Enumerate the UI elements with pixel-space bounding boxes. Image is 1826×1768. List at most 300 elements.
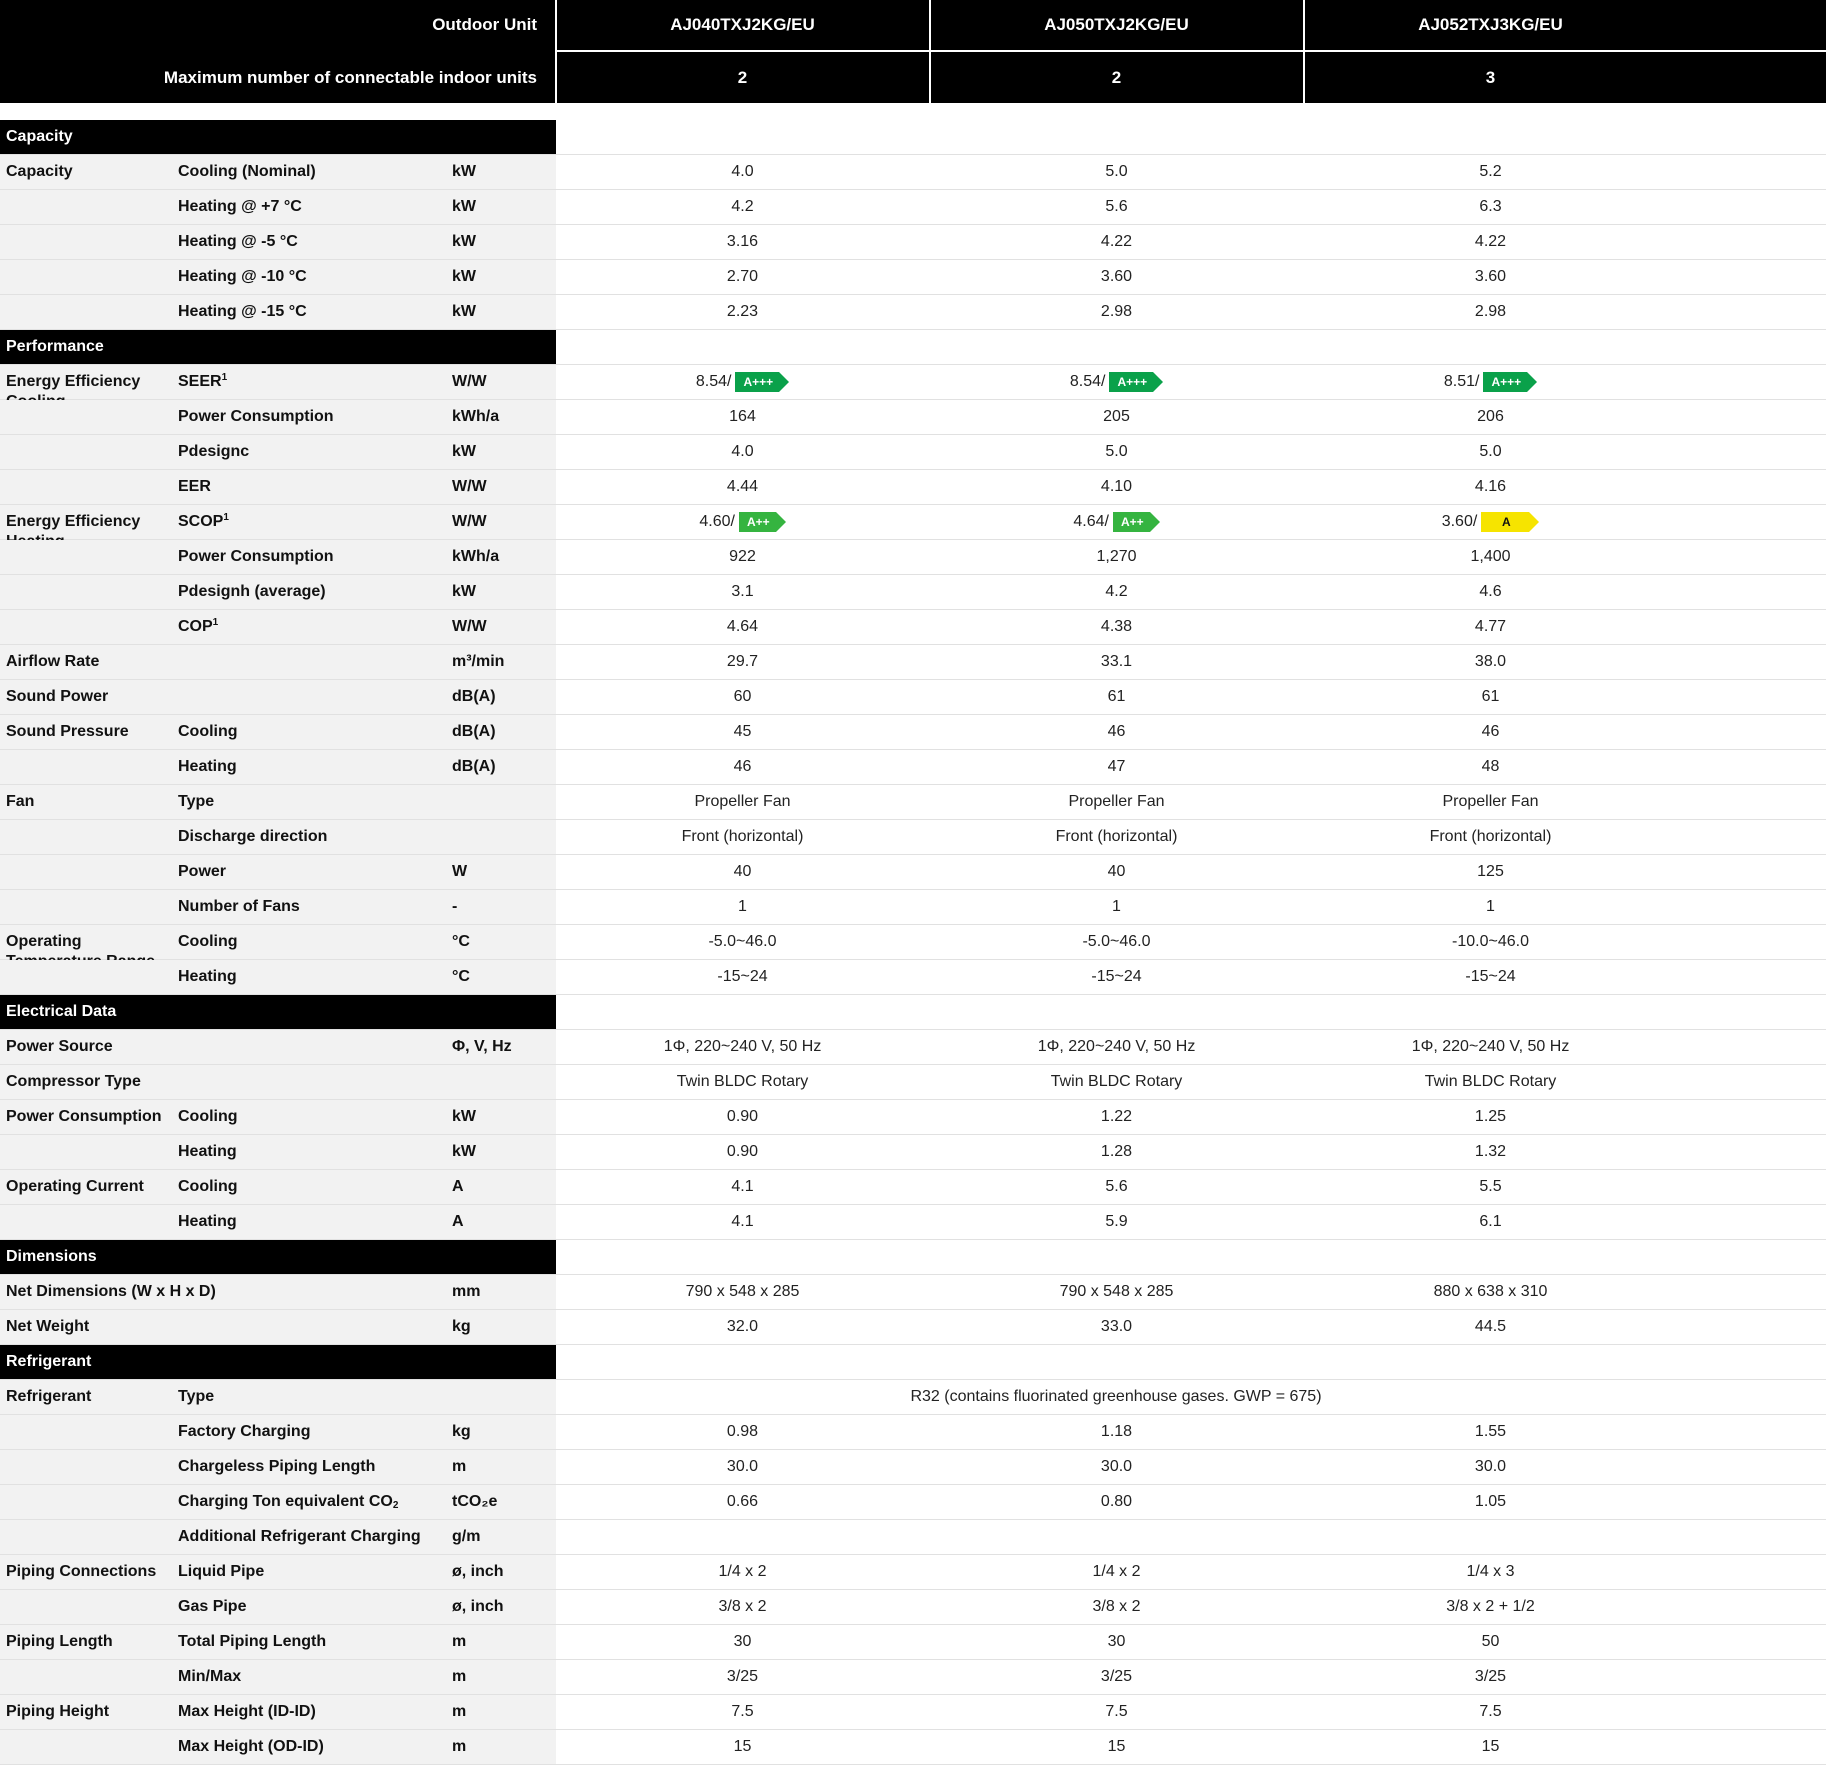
spec-value: 2.70	[726, 268, 759, 285]
spec-item-text: Chargeless Piping Length	[178, 1458, 376, 1475]
spec-item-text: Cooling	[178, 1108, 238, 1125]
spec-unit: kW	[452, 163, 476, 180]
spec-category: Sound Power	[6, 688, 109, 705]
table-row	[0, 1275, 1826, 1310]
spec-value: 3/8 x 2 + 1/2	[1446, 1598, 1535, 1615]
spec-value: 60	[733, 688, 752, 705]
table-row	[0, 1310, 1826, 1345]
table-row	[0, 1625, 1826, 1660]
section-row	[0, 995, 1826, 1030]
table-row	[0, 1520, 1826, 1555]
label-cell-bg	[0, 120, 556, 154]
table-row	[0, 960, 1826, 995]
label-cell-bg	[0, 1205, 556, 1239]
section-row	[0, 1240, 1826, 1275]
spec-value: 29.7	[726, 653, 759, 670]
table-row	[0, 1660, 1826, 1695]
spec-item-text: Power	[178, 863, 227, 880]
value-text: 4.64/	[1073, 513, 1109, 530]
spec-unit: A	[452, 1178, 464, 1195]
spec-item-text: Heating	[178, 758, 237, 775]
spec-item-text: Cooling	[178, 723, 238, 740]
spec-value: 1.18	[1100, 1423, 1133, 1440]
spec-unit: kW	[452, 443, 476, 460]
spec-unit: kW	[452, 268, 476, 285]
spec-unit: g/m	[452, 1528, 481, 1545]
spec-value: 61	[1107, 688, 1126, 705]
spec-value: 1,400	[1470, 548, 1511, 565]
spec-item	[178, 820, 327, 854]
spec-item	[178, 890, 300, 924]
spec-item	[178, 610, 218, 644]
footnote-mark: 1	[221, 372, 228, 383]
spec-item	[178, 1380, 214, 1414]
spec-value: 2.23	[726, 303, 759, 320]
spec-value: 1Φ, 220~240 V, 50 Hz	[663, 1038, 822, 1055]
spec-item-text: SEER	[178, 373, 222, 390]
table-row	[0, 1205, 1826, 1240]
table-row	[0, 925, 1826, 960]
spec-value: -15~24	[1091, 968, 1142, 985]
spec-item	[178, 1415, 310, 1449]
value-cell-bg	[556, 995, 1826, 1029]
spec-category: Power Source	[6, 1038, 113, 1055]
spec-value: 61	[1481, 688, 1500, 705]
spec-category: Net Weight	[6, 1318, 90, 1335]
section-title: Performance	[6, 338, 104, 355]
spec-category: Piping Height	[6, 1703, 110, 1720]
spec-value: Front (horizontal)	[1055, 828, 1178, 845]
spec-item-text: Cooling	[178, 1178, 238, 1195]
spec-value: 3.60	[1100, 268, 1133, 285]
spec-unit: kW	[452, 1108, 476, 1125]
spec-item-text: Heating	[178, 1143, 237, 1160]
table-row	[0, 1450, 1826, 1485]
spec-value	[930, 505, 1303, 539]
spec-value: 33.1	[1100, 653, 1133, 670]
row-divider	[0, 1764, 1826, 1765]
spec-value: 15	[733, 1738, 752, 1755]
spec-value: 45	[733, 723, 752, 740]
spec-value: 3.16	[726, 233, 759, 250]
spec-item-text: Liquid Pipe	[178, 1563, 265, 1580]
energy-rating-badge: A++	[1113, 512, 1150, 532]
spec-item	[178, 1205, 237, 1239]
spec-item	[178, 1555, 264, 1589]
spec-value: 6.1	[1479, 1213, 1502, 1230]
spec-item	[178, 400, 334, 434]
spec-value: 1.22	[1100, 1108, 1133, 1125]
spec-item-text: Power Consumption	[178, 408, 334, 425]
value-with-rating	[696, 365, 789, 399]
spec-item	[178, 540, 334, 574]
spec-item-text: Charging Ton equivalent CO	[178, 1493, 393, 1510]
table-row	[0, 1590, 1826, 1625]
spec-value: 0.80	[1100, 1493, 1133, 1510]
value-with-rating	[1073, 505, 1159, 539]
spec-value: 7.5	[1479, 1703, 1502, 1720]
section-title: Capacity	[6, 128, 73, 145]
spec-value: 32.0	[726, 1318, 759, 1335]
spec-value: 40	[1107, 863, 1126, 880]
spec-unit: kW	[452, 583, 476, 600]
spec-category: Net Dimensions (W x H x D)	[6, 1283, 216, 1300]
spec-value: 15	[1481, 1738, 1500, 1755]
table-header	[0, 0, 1826, 103]
spec-item	[178, 1485, 398, 1519]
table-row	[0, 540, 1826, 575]
spec-value: 4.0	[731, 443, 754, 460]
spec-value: 5.9	[1105, 1213, 1128, 1230]
spec-unit: A	[452, 1213, 464, 1230]
spec-value: 48	[1481, 758, 1500, 775]
table-row	[0, 715, 1826, 750]
spec-unit: kg	[452, 1318, 471, 1335]
spec-value	[1304, 365, 1677, 399]
spec-unit: m	[452, 1703, 467, 1720]
spec-item	[178, 1450, 375, 1484]
spec-item	[178, 1100, 238, 1134]
spec-value: 5.2	[1479, 163, 1502, 180]
table-row	[0, 645, 1826, 680]
spec-unit: kWh/a	[452, 408, 500, 425]
spec-value: 4.0	[731, 163, 754, 180]
spec-category: Airflow Rate	[6, 653, 100, 670]
energy-rating-badge: A++	[739, 512, 776, 532]
subscript: 2	[392, 1500, 399, 1511]
spec-item-text: Number of Fans	[178, 898, 300, 915]
outdoor-unit-label: Outdoor Unit	[432, 15, 537, 34]
spec-value: 4.77	[1474, 618, 1507, 635]
spec-item	[178, 225, 298, 259]
spec-value: 4.10	[1100, 478, 1133, 495]
spec-unit: kg	[452, 1423, 471, 1440]
spec-value: Propeller Fan	[1442, 793, 1539, 810]
spec-category: Piping Connections	[6, 1563, 157, 1580]
spec-value	[556, 505, 929, 539]
spec-value: 4.16	[1474, 478, 1507, 495]
spec-category: Power Consumption	[6, 1108, 162, 1125]
section-row	[0, 1345, 1826, 1380]
table-row	[0, 225, 1826, 260]
value-text: 8.54/	[1069, 373, 1106, 390]
spec-value: 46	[1481, 723, 1500, 740]
spec-unit: W/W	[452, 618, 487, 635]
spec-category: Sound Pressure	[6, 723, 129, 740]
value-text: 4.60/	[699, 513, 735, 530]
spec-value: 4.6	[1479, 583, 1502, 600]
spec-value: 3/25	[726, 1668, 759, 1685]
spec-value: 5.0	[1105, 163, 1128, 180]
spec-value: 5.0	[1105, 443, 1128, 460]
spec-value: 30.0	[1100, 1458, 1133, 1475]
table-row	[0, 1485, 1826, 1520]
spec-unit: m³/min	[452, 653, 505, 670]
table-row	[0, 435, 1826, 470]
value-text: 8.54/	[695, 373, 732, 390]
spec-item-text: Heating @ -5 °C	[178, 233, 298, 250]
spec-value: 30	[1107, 1633, 1126, 1650]
spec-value: 30.0	[1474, 1458, 1507, 1475]
spec-item-text: EER	[178, 478, 211, 495]
spec-value: -5.0~46.0	[708, 933, 777, 950]
value-text: 8.51/	[1443, 373, 1480, 390]
label-cell-bg	[0, 1660, 556, 1694]
table-row	[0, 365, 1826, 400]
spec-item	[178, 1695, 316, 1729]
spec-value: 1Φ, 220~240 V, 50 Hz	[1037, 1038, 1196, 1055]
spec-value: 125	[1477, 863, 1504, 880]
model-name: AJ052TXJ3KG/EU	[1418, 15, 1563, 34]
spec-category: Fan	[6, 793, 35, 810]
value-text: 3.60/	[1441, 513, 1478, 530]
spec-item	[178, 1170, 238, 1204]
spec-value: 0.90	[726, 1108, 759, 1125]
spec-item-text: COP	[178, 618, 213, 635]
max-units-value: 2	[737, 67, 748, 87]
spec-value: 922	[729, 548, 756, 565]
spec-value: 33.0	[1100, 1318, 1133, 1335]
spec-unit: dB(A)	[452, 688, 496, 705]
table-row	[0, 1170, 1826, 1205]
spec-value: 46	[733, 758, 752, 775]
spec-unit: m	[452, 1458, 467, 1475]
table-row	[0, 1100, 1826, 1135]
spec-value: 206	[1477, 408, 1504, 425]
spec-value: 1.55	[1474, 1423, 1507, 1440]
spec-unit: °C	[452, 933, 470, 950]
spec-value	[930, 365, 1303, 399]
spec-unit: Φ, V, Hz	[452, 1038, 512, 1055]
value-with-rating	[1442, 505, 1540, 539]
value-with-rating	[1444, 365, 1537, 399]
spec-item-text: Cooling (Nominal)	[178, 163, 316, 180]
spec-item	[178, 925, 238, 959]
spec-value: 47	[1107, 758, 1126, 775]
energy-rating-badge: A	[1481, 512, 1529, 532]
label-cell-bg	[0, 960, 556, 994]
spec-item	[178, 1590, 246, 1624]
spec-value: 38.0	[1474, 653, 1507, 670]
spec-value: -5.0~46.0	[1082, 933, 1151, 950]
spec-unit: m	[452, 1633, 467, 1650]
spec-item-text: Heating @ -10 °C	[178, 268, 307, 285]
spec-value: 1Φ, 220~240 V, 50 Hz	[1411, 1038, 1570, 1055]
table-row	[0, 400, 1826, 435]
table-row	[0, 575, 1826, 610]
table-row	[0, 785, 1826, 820]
spec-unit: -	[452, 898, 458, 915]
table-row	[0, 260, 1826, 295]
spec-value: 15	[1107, 1738, 1126, 1755]
spec-unit: kWh/a	[452, 548, 500, 565]
spec-unit: kW	[452, 1143, 476, 1160]
spec-value: -15~24	[1465, 968, 1516, 985]
spec-value: 1.28	[1100, 1143, 1133, 1160]
value-cell-bg	[556, 120, 1826, 154]
spec-item-text: Discharge direction	[178, 828, 328, 845]
spec-value: 5.6	[1105, 1178, 1128, 1195]
spec-item-text: Heating	[178, 1213, 237, 1230]
spec-value: 5.5	[1479, 1178, 1502, 1195]
spec-value: 3/8 x 2	[718, 1598, 767, 1615]
spec-item-text: Min/Max	[178, 1668, 242, 1685]
spec-item-text: Additional Refrigerant Charging	[178, 1528, 421, 1545]
spec-value: 4.22	[1474, 233, 1507, 250]
spec-unit: W/W	[452, 513, 487, 530]
spec-value: Propeller Fan	[694, 793, 791, 810]
spec-unit: W/W	[452, 478, 487, 495]
max-units-label: Maximum number of connectable indoor units	[163, 67, 537, 87]
spec-item-text: Total Piping Length	[178, 1633, 327, 1650]
spec-item	[178, 855, 226, 889]
table-row	[0, 1065, 1826, 1100]
spec-item-text: Cooling	[178, 933, 238, 950]
value-cell-bg	[556, 1345, 1826, 1379]
spec-category: Operating	[6, 933, 82, 950]
spec-item-text: SCOP	[178, 513, 224, 530]
spec-value: 46	[1107, 723, 1126, 740]
max-units-value: 2	[1111, 67, 1122, 87]
table-row	[0, 155, 1826, 190]
spec-value-span: R32 (contains fluorinated greenhouse gases. GWP = 675)	[910, 1388, 1322, 1405]
spec-value: 5.0	[1479, 443, 1502, 460]
spec-item-text: Type	[178, 793, 215, 810]
spec-unit: m	[452, 1738, 467, 1755]
value-cell-bg	[556, 330, 1826, 364]
spec-value	[556, 1520, 929, 1554]
spec-value: 30.0	[726, 1458, 759, 1475]
spec-item-text: Pdesignc	[178, 443, 250, 460]
spec-unit: dB(A)	[452, 723, 496, 740]
spec-value: 164	[729, 408, 756, 425]
table-row	[0, 855, 1826, 890]
spec-item-text: Factory Charging	[178, 1423, 311, 1440]
spec-item-text: Max Height (OD-ID)	[178, 1738, 324, 1755]
spec-value: Front (horizontal)	[681, 828, 804, 845]
spec-unit: W	[452, 863, 468, 880]
spec-value: 3/25	[1474, 1668, 1507, 1685]
spec-item	[178, 1660, 241, 1694]
spec-value: 2.98	[1100, 303, 1133, 320]
footnote-mark: 1	[212, 617, 219, 628]
spec-value: 0.66	[726, 1493, 759, 1510]
spec-category: Operating Current	[6, 1178, 144, 1195]
spec-value: 4.2	[731, 198, 754, 215]
spec-item	[178, 295, 307, 329]
spec-unit: ø, inch	[452, 1563, 504, 1580]
spec-item	[178, 575, 326, 609]
header-divider	[556, 50, 1826, 52]
label-cell-bg	[0, 785, 556, 819]
spec-value: Twin BLDC Rotary	[1424, 1073, 1557, 1090]
spec-value: 1.25	[1474, 1108, 1507, 1125]
spec-value: 0.98	[726, 1423, 759, 1440]
spec-value: 0.90	[726, 1143, 759, 1160]
model-name: AJ040TXJ2KG/EU	[670, 15, 815, 34]
spec-item	[178, 715, 238, 749]
spec-value: -10.0~46.0	[1452, 933, 1529, 950]
spec-item-text: Heating	[178, 968, 237, 985]
spec-item	[178, 435, 249, 469]
spec-unit: kW	[452, 198, 476, 215]
value-with-rating	[699, 505, 785, 539]
spec-item-text: Power Consumption	[178, 548, 334, 565]
spec-value: Twin BLDC Rotary	[676, 1073, 809, 1090]
spec-item	[178, 365, 227, 399]
table-row	[0, 610, 1826, 645]
spec-value	[556, 365, 929, 399]
spec-value: 790 x 548 x 285	[685, 1283, 800, 1300]
spec-value: 44.5	[1474, 1318, 1507, 1335]
table-row	[0, 190, 1826, 225]
spec-item-text: Max Height (ID-ID)	[178, 1703, 316, 1720]
table-row	[0, 505, 1826, 540]
spec-value: 6.3	[1479, 198, 1502, 215]
spec-value: 3/8 x 2	[1092, 1598, 1141, 1615]
spec-value: 1/4 x 2	[718, 1563, 767, 1580]
table-row	[0, 750, 1826, 785]
spec-value: 1.05	[1474, 1493, 1507, 1510]
spec-value: 1,270	[1096, 548, 1137, 565]
table-row	[0, 1415, 1826, 1450]
spec-value	[1304, 1520, 1677, 1554]
spec-category: Compressor Type	[6, 1073, 141, 1090]
spec-unit: W/W	[452, 373, 487, 390]
energy-rating-badge: A+++	[1483, 372, 1527, 392]
spec-value: 1	[738, 898, 747, 915]
spec-value: 7.5	[731, 1703, 754, 1720]
table-row	[0, 890, 1826, 925]
spec-category: Piping Length	[6, 1633, 113, 1650]
spec-value: 3.1	[731, 583, 754, 600]
spec-value: 1.32	[1474, 1143, 1507, 1160]
section-row	[0, 120, 1826, 155]
spec-item-text: Heating @ +7 °C	[178, 198, 302, 215]
spec-value: 880 x 638 x 310	[1433, 1283, 1548, 1300]
spec-value: Front (horizontal)	[1429, 828, 1552, 845]
spec-value: 205	[1103, 408, 1130, 425]
spec-rows	[0, 120, 1826, 1765]
spec-value: 50	[1481, 1633, 1500, 1650]
spec-item-text: Heating @ -15 °C	[178, 303, 307, 320]
spec-category: Capacity	[6, 163, 73, 180]
spec-value: 30	[733, 1633, 752, 1650]
spec-unit: mm	[452, 1283, 481, 1300]
table-row	[0, 1730, 1826, 1765]
spec-unit: °C	[452, 968, 470, 985]
table-row	[0, 680, 1826, 715]
spec-unit: kW	[452, 303, 476, 320]
spec-value: 4.1	[731, 1213, 754, 1230]
spec-unit: m	[452, 1668, 467, 1685]
spec-value: 7.5	[1105, 1703, 1128, 1720]
spec-item	[178, 1520, 421, 1554]
spec-value	[1304, 505, 1677, 539]
spec-value: 2.98	[1474, 303, 1507, 320]
spec-unit: dB(A)	[452, 758, 496, 775]
spec-value: 790 x 548 x 285	[1059, 1283, 1174, 1300]
table-row	[0, 1030, 1826, 1065]
table-row	[0, 1380, 1826, 1415]
table-row	[0, 1135, 1826, 1170]
spec-item	[178, 1625, 326, 1659]
spec-item	[178, 505, 229, 539]
spec-item	[178, 155, 316, 189]
spec-value: 3.60	[1474, 268, 1507, 285]
spec-item-text: Pdesignh (average)	[178, 583, 326, 600]
value-cell-bg	[556, 1240, 1826, 1274]
